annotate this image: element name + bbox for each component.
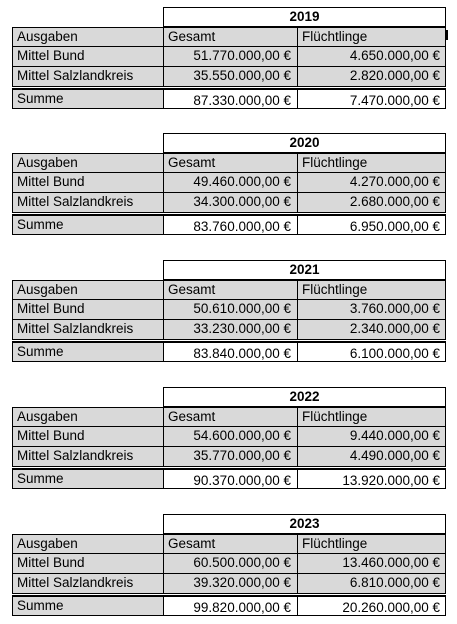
header-fluechtlinge: Flüchtlinge [302,536,368,551]
sum-row [12,88,446,109]
row-fluechtlinge: 4.270.000,00 € [349,174,440,189]
row-label: Mittel Bund [13,554,164,573]
row-gesamt: 60.500.000,00 € [164,554,298,573]
row-label: Mittel Bund [13,300,164,319]
sum-fluechtlinge: 7.470.000,00 € [349,93,440,108]
edge-marker [445,30,448,40]
header-gesamt: Gesamt [164,281,298,299]
row-gesamt: 34.300.000,00 € [164,193,298,212]
header-ausgaben: Ausgaben [13,408,164,426]
row-gesamt: 39.320.000,00 € [164,574,298,593]
table-header-row [12,153,446,173]
year-heading: 2022 [163,387,446,407]
sum-label: Summe [13,90,164,108]
sum-gesamt: 83.760.000,00 € [164,216,298,234]
row-label: Mittel Salzlandkreis [13,574,164,593]
row-gesamt: 35.770.000,00 € [164,447,298,466]
header-ausgaben: Ausgaben [13,535,164,553]
table-row [12,427,446,447]
year-heading: 2021 [163,260,446,280]
sum-gesamt: 83.840.000,00 € [164,343,298,361]
header-gesamt: Gesamt [164,408,298,426]
row-gesamt: 33.230.000,00 € [164,320,298,339]
row-fluechtlinge: 13.460.000,00 € [342,555,440,570]
table-row [12,173,446,193]
header-fluechtlinge: Flüchtlinge [302,409,368,424]
row-fluechtlinge: 2.340.000,00 € [349,321,440,336]
row-label: Mittel Salzlandkreis [13,67,164,86]
table-header-row [12,27,446,47]
row-gesamt: 49.460.000,00 € [164,173,298,192]
table-row [12,300,446,320]
sum-fluechtlinge: 6.100.000,00 € [349,346,440,361]
header-fluechtlinge: Flüchtlinge [302,29,368,44]
sum-fluechtlinge: 13.920.000,00 € [342,473,440,488]
header-fluechtlinge: Flüchtlinge [302,155,368,170]
table-row [12,193,446,213]
header-ausgaben: Ausgaben [13,281,164,299]
table-row [12,447,446,467]
row-fluechtlinge: 4.490.000,00 € [349,448,440,463]
sum-fluechtlinge: 6.950.000,00 € [349,219,440,234]
row-gesamt: 54.600.000,00 € [164,427,298,446]
header-fluechtlinge: Flüchtlinge [302,282,368,297]
sum-label: Summe [13,470,164,488]
sum-label: Summe [13,216,164,234]
year-heading: 2019 [163,7,446,27]
row-fluechtlinge: 2.820.000,00 € [349,68,440,83]
row-fluechtlinge: 4.650.000,00 € [349,48,440,63]
table-row [12,320,446,340]
table-row [12,67,446,87]
table-header-row [12,534,446,554]
year-heading: 2020 [163,133,446,153]
row-gesamt: 50.610.000,00 € [164,300,298,319]
row-label: Mittel Salzlandkreis [13,320,164,339]
sum-gesamt: 99.820.000,00 € [164,597,298,615]
sum-gesamt: 87.330.000,00 € [164,90,298,108]
table-header-row [12,280,446,300]
table-row [12,47,446,67]
header-gesamt: Gesamt [164,535,298,553]
row-label: Mittel Bund [13,427,164,446]
sum-row [12,468,446,489]
row-fluechtlinge: 2.680.000,00 € [349,194,440,209]
sum-fluechtlinge: 20.260.000,00 € [342,600,440,615]
row-label: Mittel Salzlandkreis [13,447,164,466]
table-header-row [12,407,446,427]
header-gesamt: Gesamt [164,28,298,46]
header-ausgaben: Ausgaben [13,28,164,46]
row-label: Mittel Bund [13,173,164,192]
row-gesamt: 35.550.000,00 € [164,67,298,86]
row-fluechtlinge: 6.810.000,00 € [349,575,440,590]
row-label: Mittel Bund [13,47,164,66]
row-fluechtlinge: 9.440.000,00 € [349,428,440,443]
row-fluechtlinge: 3.760.000,00 € [349,301,440,316]
sum-label: Summe [13,597,164,615]
sum-label: Summe [13,343,164,361]
sum-gesamt: 90.370.000,00 € [164,470,298,488]
header-gesamt: Gesamt [164,154,298,172]
table-row [12,554,446,574]
year-heading: 2023 [163,514,446,534]
sum-row [12,341,446,362]
table-row [12,574,446,594]
row-gesamt: 51.770.000,00 € [164,47,298,66]
sum-row [12,214,446,235]
sum-row [12,595,446,616]
header-ausgaben: Ausgaben [13,154,164,172]
row-label: Mittel Salzlandkreis [13,193,164,212]
